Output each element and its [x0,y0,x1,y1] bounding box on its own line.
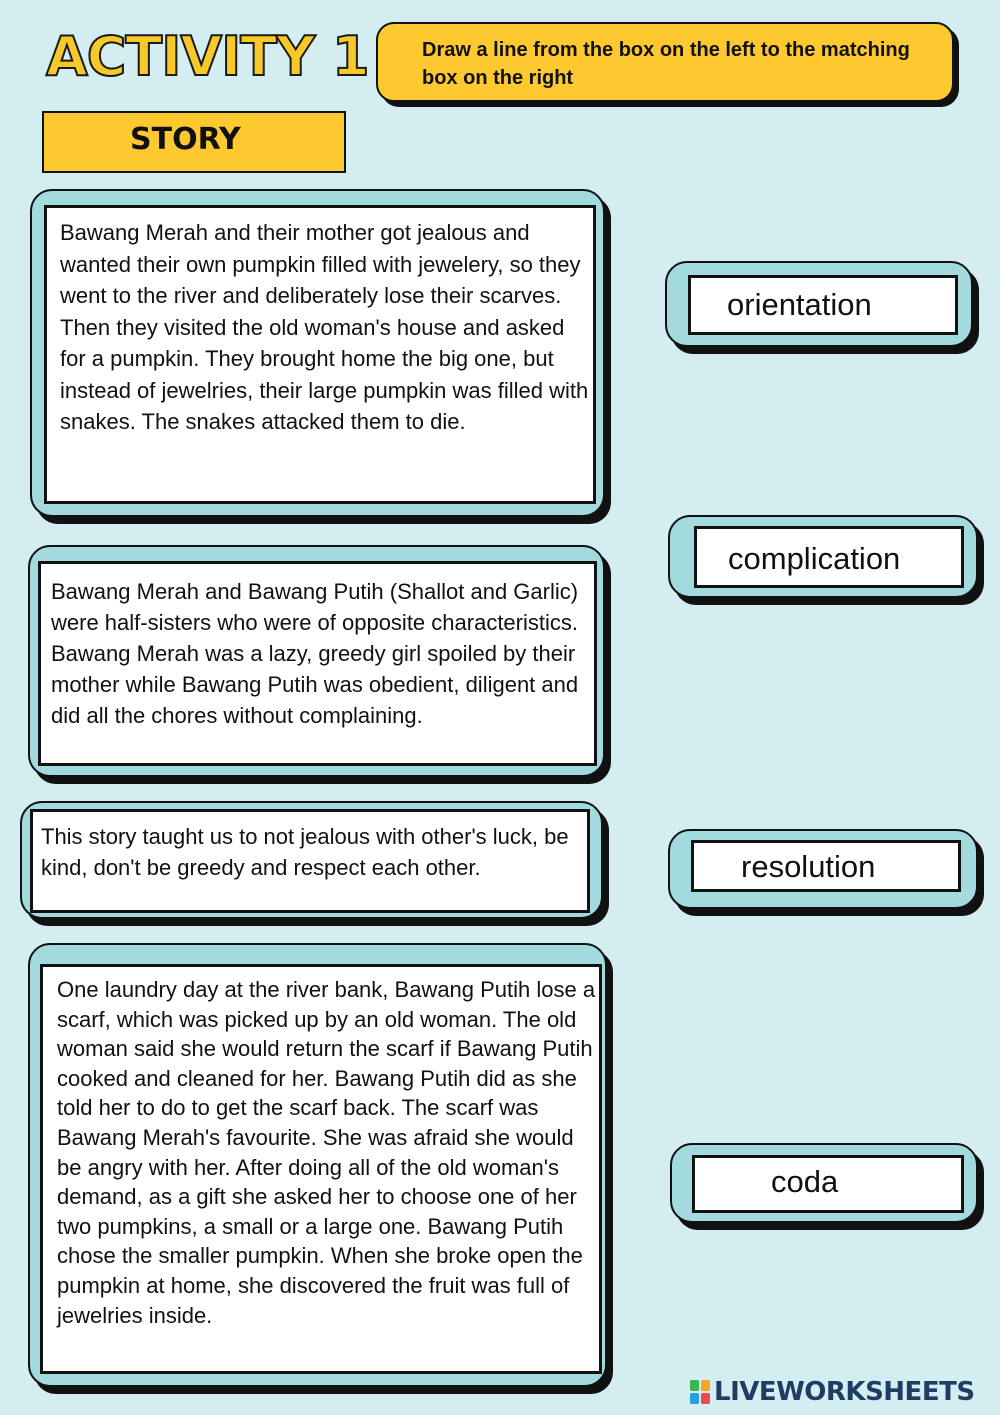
label-box-complication-inner [694,526,964,588]
label-box-orientation-inner [688,275,958,335]
label-box-resolution[interactable] [668,829,978,909]
story-section-label: STORY [42,111,346,173]
label-text-coda: coda [771,1164,839,1199]
liveworksheets-branding [690,1372,975,1412]
label-box-orientation[interactable] [665,261,973,347]
story-box-2[interactable] [28,545,605,777]
activity-title: ACTIVITY 1 [46,25,369,88]
story-text-4: One laundry day at the river bank, Bawang Putih lose a scarf, which was picked up by an old woman. The old woman said she would return the scarf if Bawang Putih cooked and cleaned for her. Bawang Putih did as she told her to do to get the scarf back. The scarf was Bawang Merah's favourite. She was afraid she would be angry with her. After doing all of the old woman's demand, as a gift she asked her to choose one of her two pumpkins, a small or a large one. Bawang Putih chose the smaller pumpkin. When she broke open the pumpkin at home, she discovered the fruit was full of jewelries inside. [57,977,596,1328]
label-text-resolution: resolution [741,849,876,884]
label-text-orientation: orientation [727,287,872,322]
story-text-2: Bawang Merah and Bawang Putih (Shallot and Garlic) were half-sisters who were of opposite characteristics. Bawang Merah was a lazy, greedy girl spoiled by their mother while Bawang Putih was obedient, diligent and did all the chores without complaining. [51,579,579,728]
label-text-complication: complication [728,541,901,576]
label-box-coda[interactable] [670,1143,978,1223]
story-box-4-inner [40,964,602,1374]
instruction-text: Draw a line from the box on the left to the matching box on the right [422,39,910,89]
liveworksheets-logo-icon [690,1380,710,1404]
label-box-coda-inner [692,1155,964,1213]
liveworksheets-wordmark: LIVEWORKSHEETS [714,1377,975,1407]
story-text-1: Bawang Merah and their mother got jealous and wanted their own pumpkin filled with jewelery, so they went to the river and deliberately lose their scarves. Then they visited the old woman's house and asked for a pumpkin. They brought home the big one, but instead of jewelries, their large pumpkin was filled with snakes. The snakes attacked them to die. [60,220,589,434]
story-box-1-inner [44,205,596,504]
instruction-box [376,22,954,102]
label-box-complication[interactable] [668,515,978,598]
story-box-3[interactable] [20,801,603,919]
story-box-3-inner [30,809,590,913]
story-box-2-inner [38,561,597,766]
story-text-3: This story taught us to not jealous with other's luck, be kind, don't be greedy and respect each other. [41,824,569,880]
label-box-resolution-inner [691,840,961,892]
story-box-1[interactable] [30,189,605,517]
story-box-4[interactable] [28,943,607,1387]
